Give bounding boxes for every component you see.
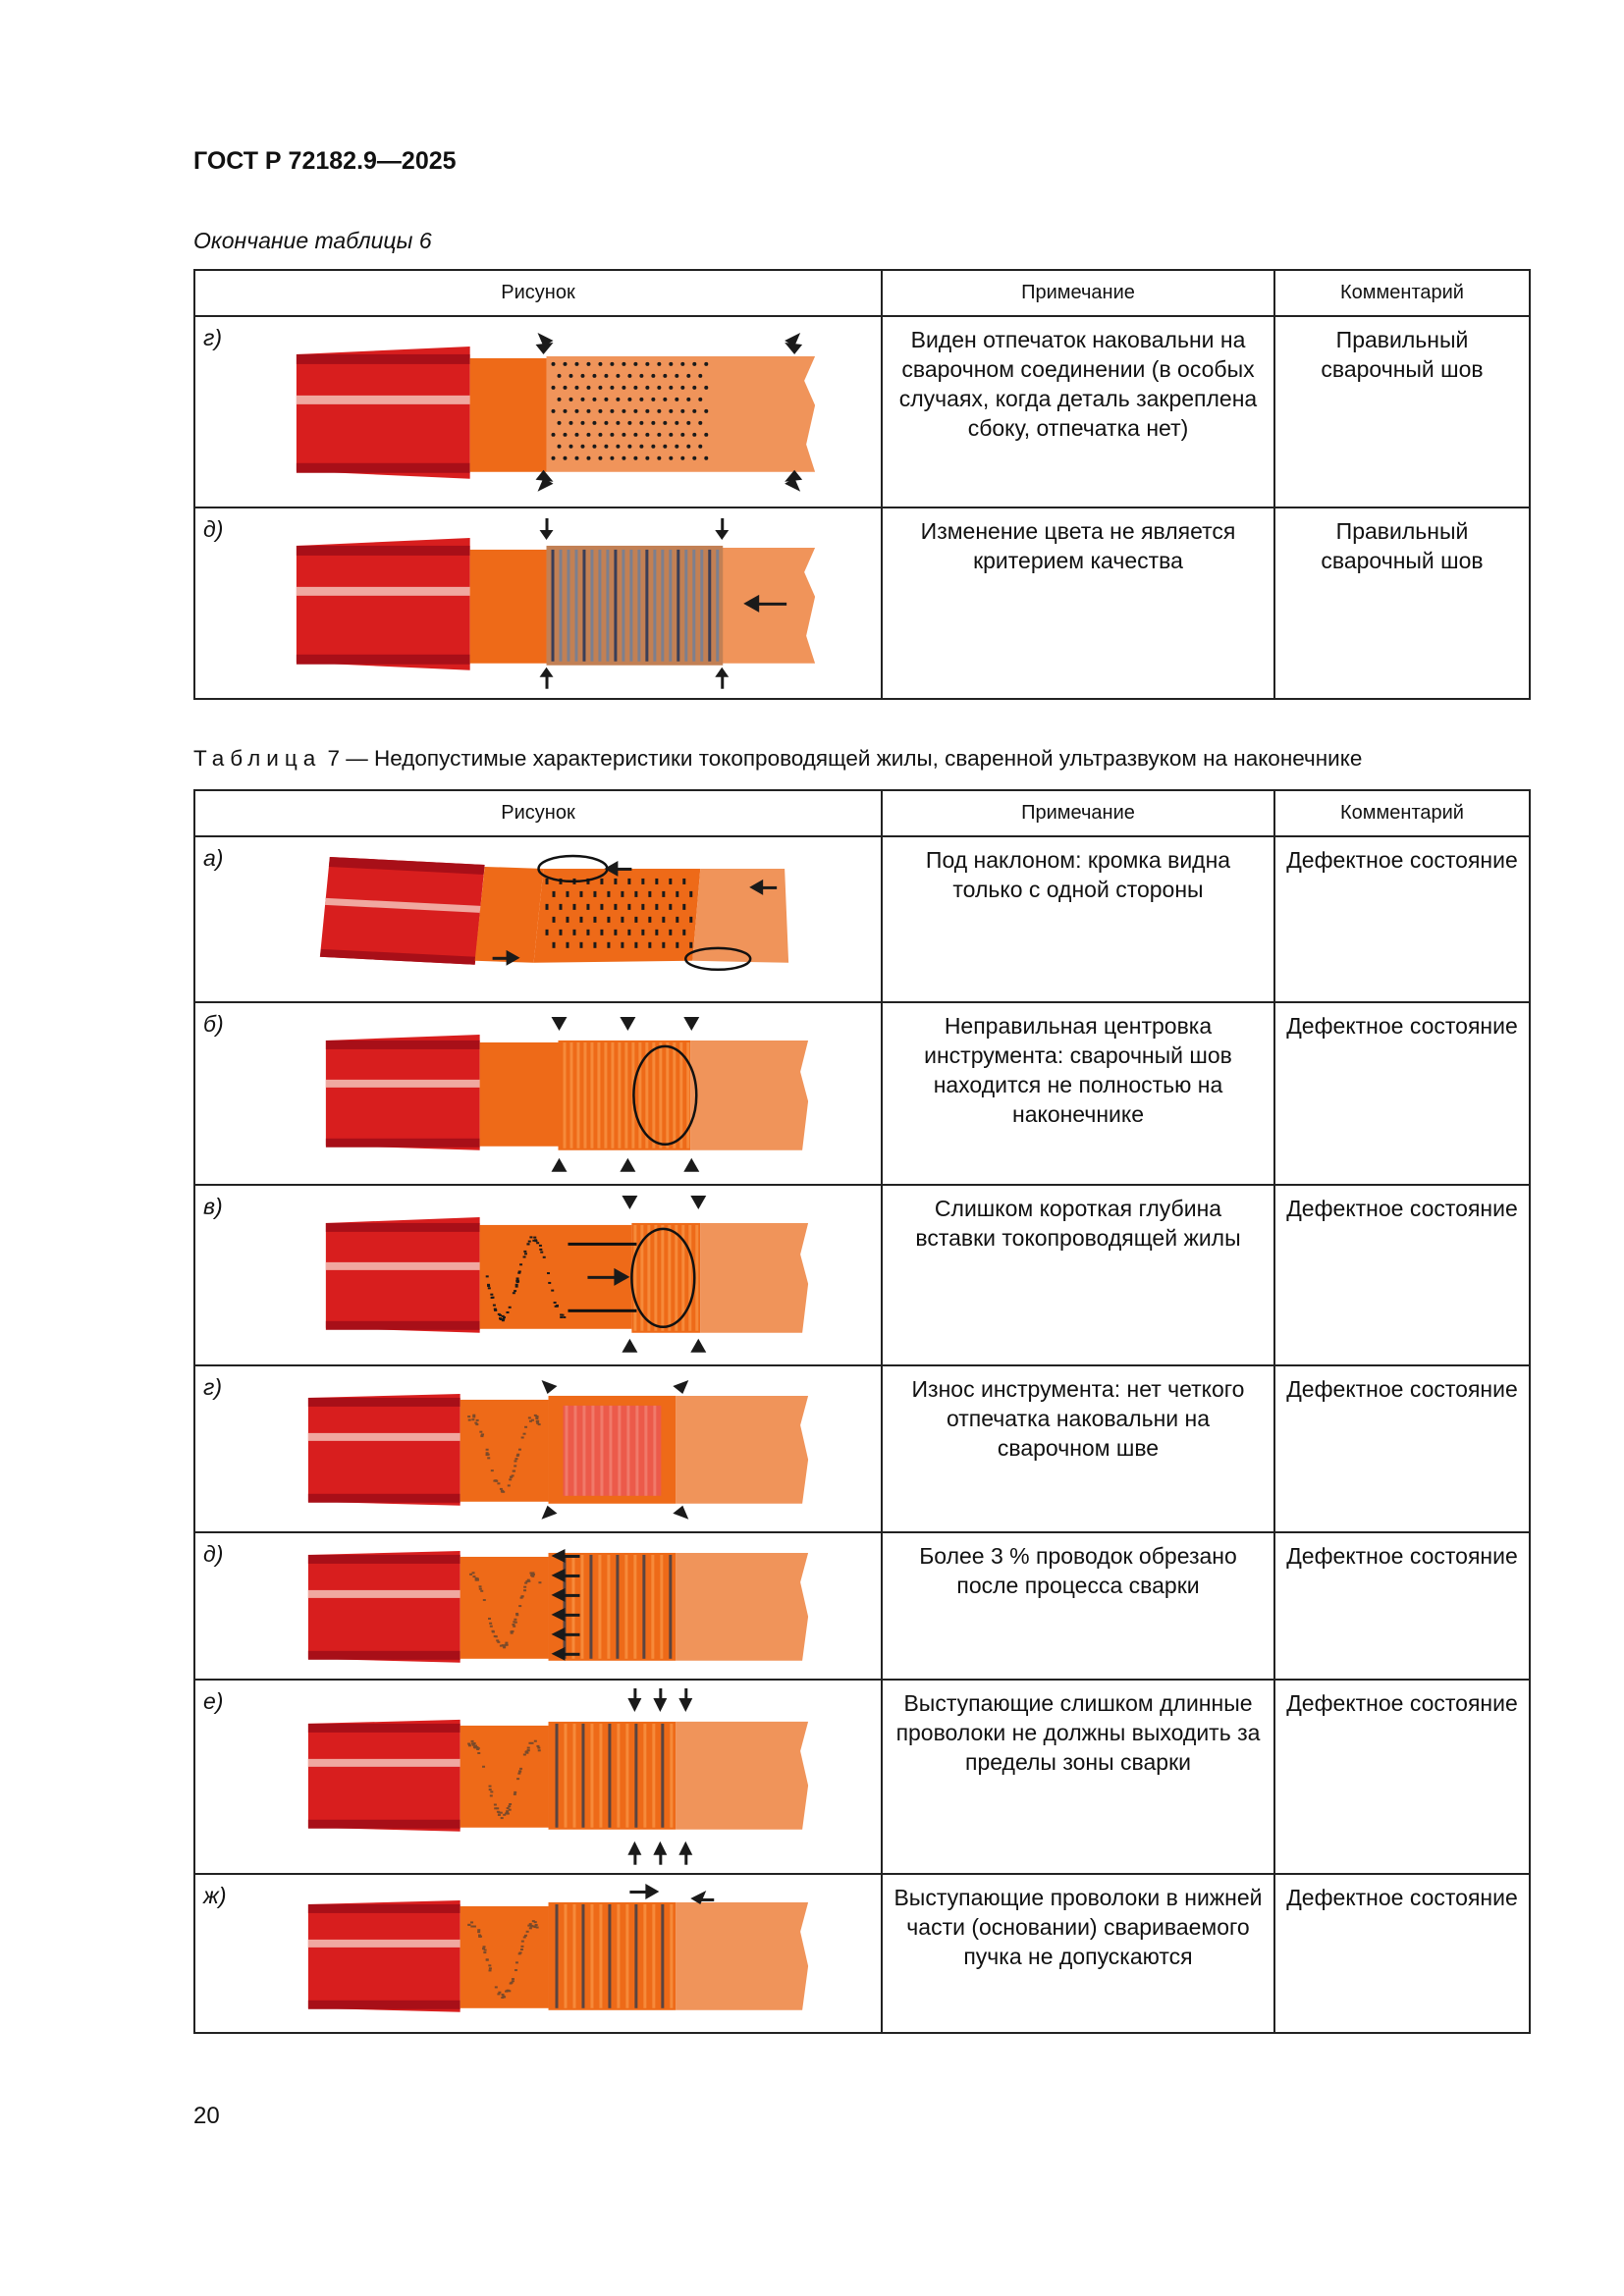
row-note: Выступающие проволоки в нижней части (основании) свариваемого пучка не допускаются: [882, 1874, 1274, 2033]
row-figure: [240, 1365, 882, 1532]
row-note: Виден отпечаток наковальни на сварочном соединении (в особых случаях, когда деталь закреплена сбоку, отпечатка нет): [882, 316, 1274, 507]
row-label: а): [194, 836, 240, 1002]
row-figure: [240, 316, 882, 507]
table-row: [194, 1185, 1530, 1365]
table-row: [194, 1532, 1530, 1680]
table-row: [194, 1365, 1530, 1532]
wire-strands: [470, 358, 547, 472]
terminal: [690, 1041, 808, 1150]
weld-diagram: [240, 837, 881, 1001]
table6: [193, 269, 1531, 700]
weld-zone: [549, 1902, 677, 2010]
row-comment: Дефектное состояние: [1274, 1185, 1530, 1365]
table7-caption: [193, 746, 1362, 772]
row-label: г): [194, 1365, 240, 1532]
table-row: [194, 1680, 1530, 1874]
table7: [193, 789, 1531, 2034]
table7-caption-prefix: Таблица: [193, 746, 322, 771]
row-comment: Дефектное состояние: [1274, 1532, 1530, 1680]
row-label: б): [194, 1002, 240, 1185]
wire-insulation: [297, 347, 470, 479]
terminal: [676, 1902, 808, 2010]
row-comment: Правильный сварочный шов: [1274, 316, 1530, 507]
col-header-figure: Рисунок: [194, 270, 882, 316]
insulation-edge: [297, 354, 470, 364]
col-header-note: Примечание: [882, 790, 1274, 836]
row-label: д): [194, 507, 240, 699]
col-header-comment: Комментарий: [1274, 270, 1530, 316]
row-figure: [240, 1874, 882, 2033]
col-header-figure: Рисунок: [194, 790, 882, 836]
col-header-note: Примечание: [882, 270, 1274, 316]
row-label: ж): [194, 1874, 240, 2033]
weld-zone: [549, 1722, 677, 1830]
insertion-line: [568, 1243, 636, 1246]
terminal: [676, 1553, 808, 1661]
table-row: [194, 1874, 1530, 2033]
terminal: [676, 1396, 808, 1504]
terminal: [676, 1722, 808, 1830]
weld-zone: [547, 546, 724, 666]
table6-header-row: [194, 270, 1530, 316]
table-row: [194, 316, 1530, 507]
table-row: [194, 507, 1530, 699]
weld-diagram: [240, 1533, 881, 1679]
table7-header-row: [194, 790, 1530, 836]
row-figure: [240, 1532, 882, 1680]
insulation-stripe: [297, 396, 470, 404]
table6-caption: Окончание таблицы 6: [193, 228, 432, 253]
weld-diagram: [240, 508, 881, 698]
row-figure: [240, 1680, 882, 1874]
weld-diagram: [240, 1681, 881, 1873]
insulation-edge: [297, 463, 470, 473]
row-comment: Дефектное состояние: [1274, 1365, 1530, 1532]
row-note: Неправильная центровка инструмента: сварочный шов находится не полностью на наконечнике: [882, 1002, 1274, 1185]
terminal: [700, 1223, 808, 1333]
weld-diagram: [240, 317, 881, 507]
weld-diagram: [240, 1003, 881, 1184]
row-comment: Дефектное состояние: [1274, 1002, 1530, 1185]
table7-caption-text: 7 — Недопустимые характеристики токопроводящей жилы, сваренной ультразвуком на наконечнике: [321, 746, 1363, 771]
row-label: в): [194, 1185, 240, 1365]
row-figure: [240, 836, 882, 1002]
row-label: е): [194, 1680, 240, 1874]
insertion-line: [568, 1309, 636, 1312]
document-code: ГОСТ Р 72182.9—2025: [193, 147, 457, 175]
row-note: Более 3 % проводок обрезано после процесса сварки: [882, 1532, 1274, 1680]
row-comment: Дефектное состояние: [1274, 836, 1530, 1002]
arrow-icon: [629, 1884, 714, 1904]
row-comment: Правильный сварочный шов: [1274, 507, 1530, 699]
row-figure: [240, 1002, 882, 1185]
weld-zone: [534, 869, 701, 963]
table-row: [194, 1002, 1530, 1185]
weld-zone: [549, 1553, 677, 1661]
row-note: Слишком короткая глубина вставки токопроводящей жилы: [882, 1185, 1274, 1365]
terminal: [547, 356, 816, 472]
row-note: Под наклоном: кромка видна только с одной стороны: [882, 836, 1274, 1002]
weld-diagram: [240, 1186, 881, 1364]
table-row: [194, 836, 1530, 1002]
row-figure: [240, 507, 882, 699]
weld-diagram: [240, 1366, 881, 1531]
weld-diagram: [240, 1875, 881, 2032]
row-note: Износ инструмента: нет четкого отпечатка наковальни на сварочном шве: [882, 1365, 1274, 1532]
row-note: Выступающие слишком длинные проволоки не должны выходить за пределы зоны сварки: [882, 1680, 1274, 1874]
page-number: 20: [193, 2103, 220, 2129]
row-figure: [240, 1185, 882, 1365]
row-comment: Дефектное состояние: [1274, 1874, 1530, 2033]
row-comment: Дефектное состояние: [1274, 1680, 1530, 1874]
row-label: г): [194, 316, 240, 507]
col-header-comment: Комментарий: [1274, 790, 1530, 836]
row-note: Изменение цвета не является критерием качества: [882, 507, 1274, 699]
row-label: д): [194, 1532, 240, 1680]
